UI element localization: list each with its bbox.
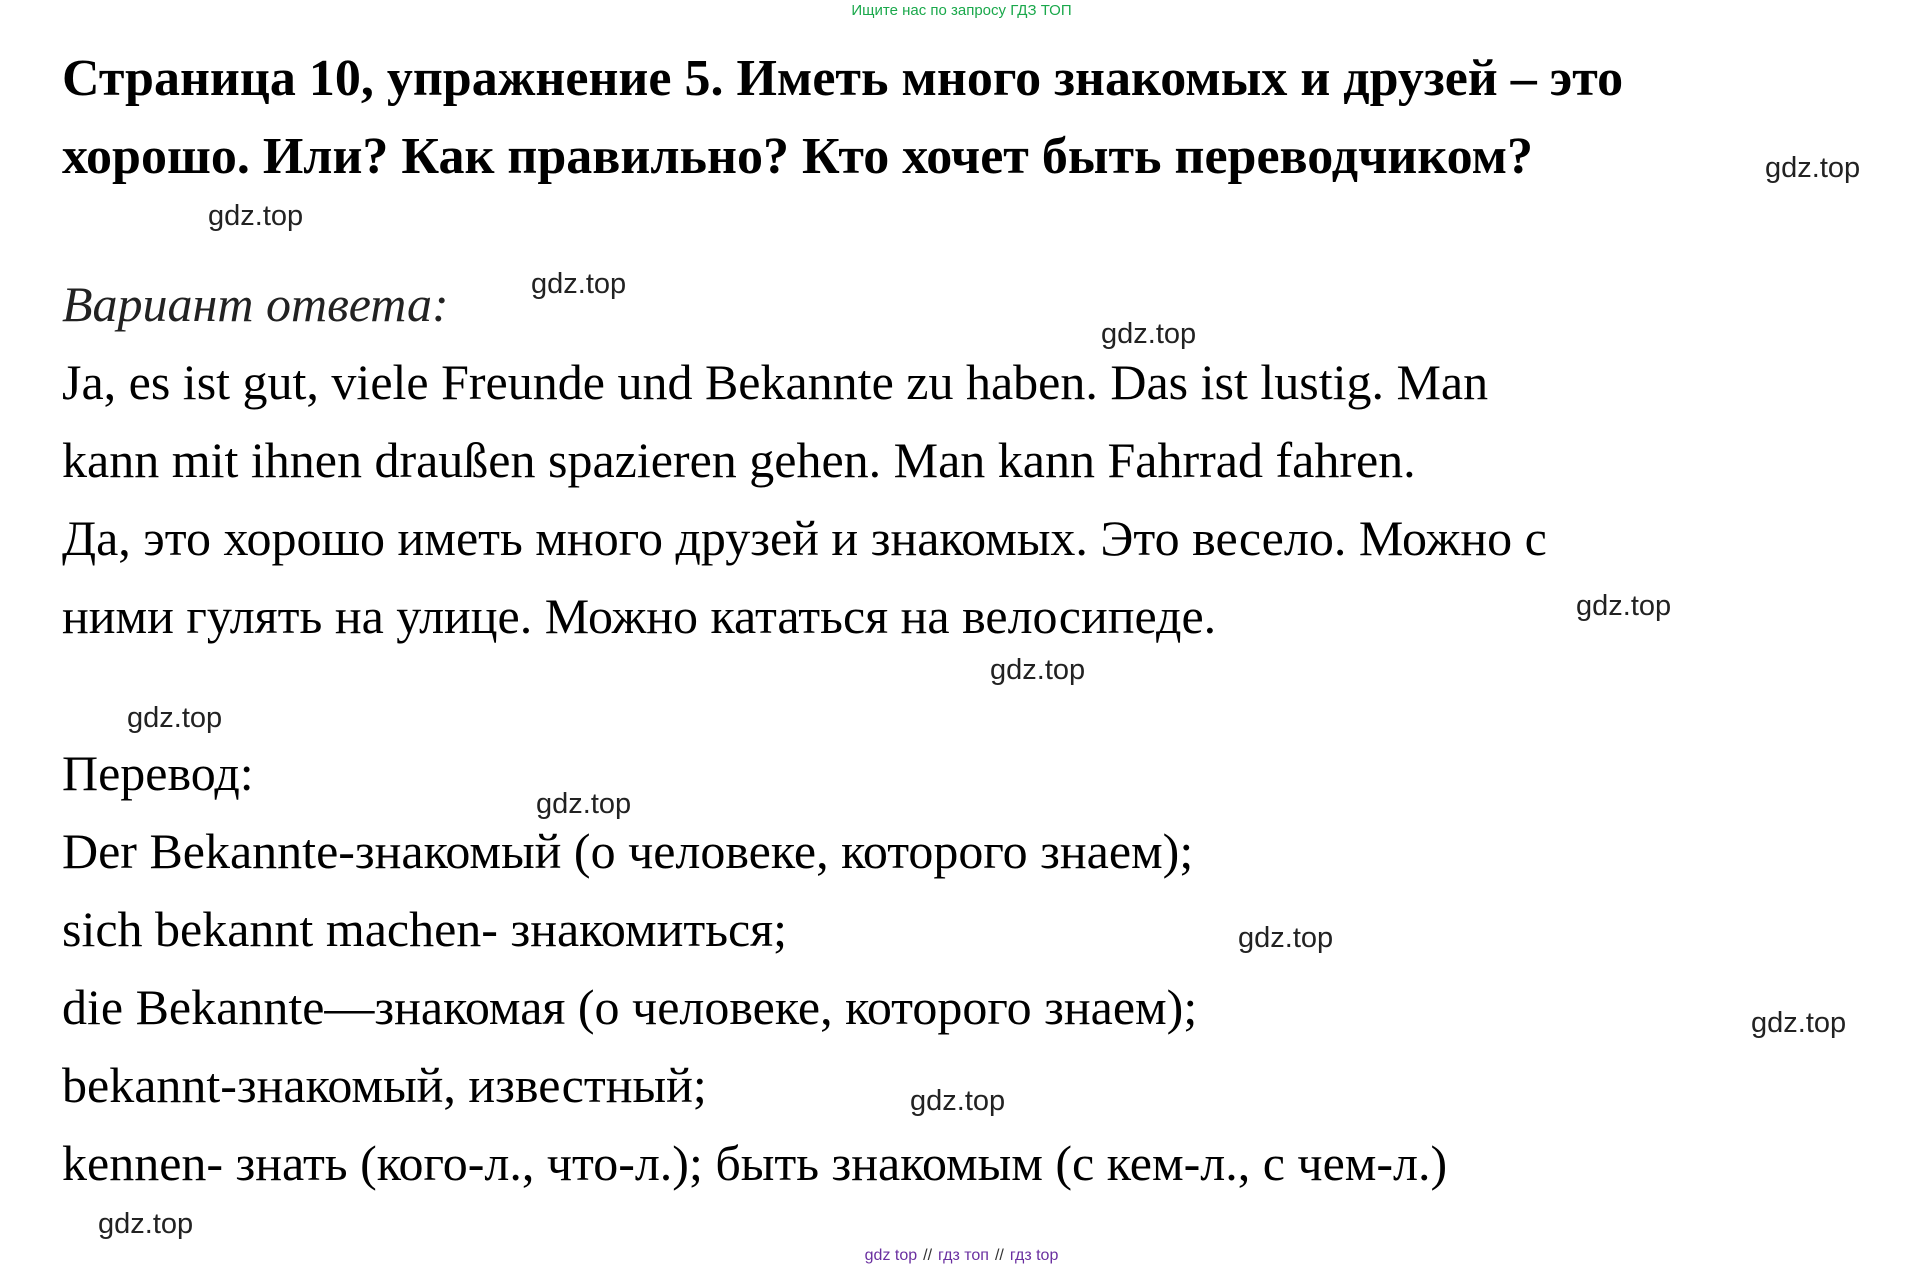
footer-links	[0, 1247, 1923, 1265]
watermark: gdz.top	[1101, 318, 1197, 350]
watermark: gdz.top	[1765, 152, 1861, 184]
search-banner[interactable]: Ищите нас по запросу ГДЗ ТОП	[851, 2, 1072, 19]
watermark: gdz.top	[910, 1085, 1006, 1117]
translation-line-2: sich bekannt machen- знакомиться;	[62, 901, 788, 957]
watermark: gdz.top	[127, 702, 223, 734]
translation-line-1: Der Bekannte-знакомый (о человеке, которого знаем);	[62, 823, 1194, 879]
page-title	[62, 40, 1862, 196]
translation-line-3: die Bekannte—знакомая (о человеке, которого знаем);	[62, 979, 1198, 1035]
translation-label: Перевод:	[62, 745, 254, 801]
translation-line-4: bekannt-знакомый, известный;	[62, 1057, 707, 1113]
answer-line-3: Да, это хорошо иметь много друзей и знакомых. Это весело. Можно с	[62, 510, 1547, 566]
footer-link-gdz-top[interactable]: gdz top	[864, 1247, 918, 1264]
footer-separator: //	[994, 1247, 1004, 1264]
answer-line-4: ними гулять на улице. Можно кататься на велосипеде.	[62, 588, 1217, 644]
watermark: gdz.top	[1238, 922, 1334, 954]
answer-line-1: Ja, es ist gut, viele Freunde und Bekannte zu haben. Das ist lustig. Man	[62, 354, 1489, 410]
watermark: gdz.top	[1751, 1007, 1847, 1039]
title-line-2: хорошо. Или? Как правильно? Кто хочет быть переводчиком?	[62, 128, 1534, 185]
footer-link-gdz-top-mixed[interactable]: гдз top	[1009, 1247, 1059, 1264]
answer-label: Вариант ответа:	[62, 276, 449, 332]
watermark: gdz.top	[531, 268, 627, 300]
footer-separator: //	[923, 1247, 933, 1264]
watermark: gdz.top	[990, 654, 1086, 686]
title-line-1: Страница 10, упражнение 5. Иметь много знакомых и друзей – это	[62, 50, 1624, 107]
watermark: gdz.top	[536, 788, 632, 820]
translation-line-5: kennen- знать (кого-л., что-л.); быть знакомым (с кем-л., с чем-л.)	[62, 1135, 1448, 1191]
watermark: gdz.top	[1576, 590, 1672, 622]
watermark: gdz.top	[208, 200, 304, 232]
watermark: gdz.top	[98, 1208, 194, 1240]
footer-link-gdz-top-ru[interactable]: гдз топ	[938, 1247, 989, 1264]
answer-line-2: kann mit ihnen draußen spazieren gehen. Man kann Fahrrad fahren.	[62, 432, 1416, 488]
